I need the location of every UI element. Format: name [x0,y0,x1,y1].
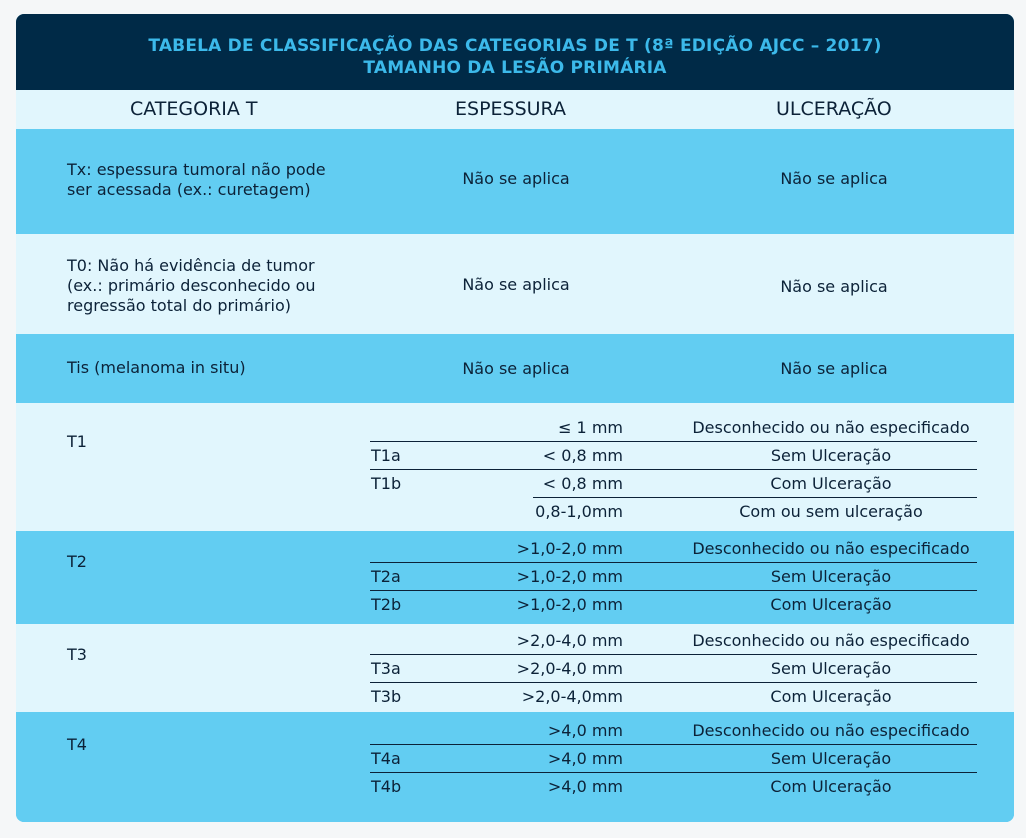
row-divider [370,469,977,470]
column-header-category: CATEGORIA T [130,98,258,120]
column-header-ulceration: ULCERAÇÃO [776,98,892,120]
row-thickness: >4,0 mm [547,749,623,768]
row-thickness: 0,8-1,0mm [535,502,623,521]
row-ulceration: Com Ulceração [770,474,892,493]
row-subcategory: T2a [371,567,401,586]
row-subcategory: T2b [371,595,402,614]
group-category: T3 [67,645,87,664]
row-ulceration: Desconhecido ou não especificado [692,539,970,558]
row-category-line: regressão total do primário) [67,296,291,315]
row-ulceration: Sem Ulceração [770,567,892,586]
row-divider [370,590,977,591]
row-thickness: Não se aplica [462,359,570,378]
row-subcategory: T4b [371,777,402,796]
row-thickness: >1,0-2,0 mm [516,539,623,558]
row-category-line: (ex.: primário desconhecido ou [67,276,316,295]
table-row-tis [16,334,1014,403]
row-thickness: < 0,8 mm [542,446,623,465]
row-thickness: >2,0-4,0 mm [516,659,623,678]
group-category: T1 [67,432,87,451]
table-subtitle: TAMANHO DA LESÃO PRIMÁRIA [363,58,667,78]
table-title: TABELA DE CLASSIFICAÇÃO DAS CATEGORIAS DE T (8ª EDIÇÃO AJCC – 2017) [148,36,882,56]
row-subcategory: T4a [371,749,401,768]
row-ulceration: Não se aplica [780,277,888,296]
table-group-t2 [16,531,1014,624]
row-ulceration: Não se aplica [780,169,888,188]
column-header-thickness: ESPESSURA [455,98,566,120]
row-divider [370,441,977,442]
row-thickness: >4,0 mm [547,721,623,740]
row-ulceration: Com Ulceração [770,595,892,614]
row-divider [370,562,977,563]
row-ulceration: Desconhecido ou não especificado [692,631,970,650]
row-ulceration: Com Ulceração [770,687,892,706]
row-thickness: ≤ 1 mm [558,418,623,437]
row-divider [370,682,977,683]
row-subcategory: T1a [371,446,401,465]
row-ulceration: Sem Ulceração [770,659,892,678]
column-headers [16,90,1014,129]
table-row-t0 [16,234,1014,334]
row-ulceration: Sem Ulceração [770,749,892,768]
row-category-line: T0: Não há evidência de tumor [67,256,315,275]
row-divider [533,497,977,498]
group-category: T4 [67,735,87,754]
row-category-line: Tx: espessura tumoral não pode [67,160,326,179]
row-thickness: >2,0-4,0 mm [516,631,623,650]
row-subcategory: T3b [371,687,402,706]
table-group-t1 [16,403,1014,531]
row-thickness: Não se aplica [462,275,570,294]
row-thickness: Não se aplica [462,169,570,188]
row-subcategory: T1b [371,474,402,493]
row-ulceration: Sem Ulceração [770,446,892,465]
row-divider [370,744,977,745]
table-group-t3 [16,624,1014,712]
row-thickness: >1,0-2,0 mm [516,595,623,614]
row-ulceration: Não se aplica [780,359,888,378]
row-category-line: Tis (melanoma in situ) [67,358,246,377]
row-ulceration: Desconhecido ou não especificado [692,721,970,740]
row-thickness: >2,0-4,0mm [521,687,623,706]
row-category-line: ser acessada (ex.: curetagem) [67,180,311,199]
row-divider [370,772,977,773]
row-thickness: >1,0-2,0 mm [516,567,623,586]
table-row-tx [16,129,1014,234]
table-header [16,14,1014,90]
row-ulceration: Com ou sem ulceração [739,502,923,521]
row-thickness: < 0,8 mm [542,474,623,493]
group-category: T2 [67,552,87,571]
table-group-t4 [16,712,1014,822]
row-subcategory: T3a [371,659,401,678]
t-category-table [16,14,1014,822]
row-ulceration: Com Ulceração [770,777,892,796]
row-divider [370,654,977,655]
row-ulceration: Desconhecido ou não especificado [692,418,970,437]
row-thickness: >4,0 mm [547,777,623,796]
